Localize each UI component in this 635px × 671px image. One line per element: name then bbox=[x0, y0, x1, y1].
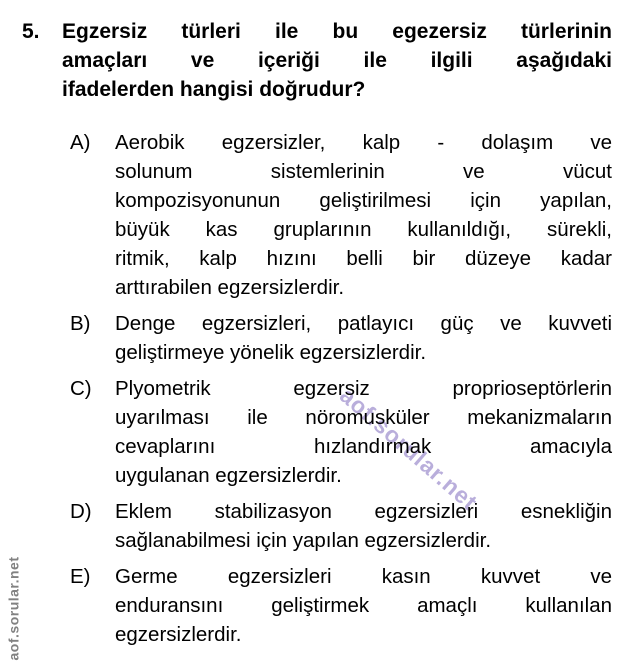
option-b-letter: B) bbox=[70, 312, 91, 335]
question-number: 5. bbox=[22, 20, 40, 43]
text-line: solunum sistemlerinin ve vücut bbox=[115, 160, 612, 183]
text-line: amaçları ve içeriği ile ilgili aşağıdaki bbox=[62, 49, 612, 72]
left-vertical-watermark: aof.sorular.net bbox=[5, 556, 22, 661]
text-line: Denge egzersizleri, patlayıcı güç ve kuvveti bbox=[115, 312, 612, 335]
text-line: Germe egzersizleri kasın kuvvet ve bbox=[115, 565, 612, 588]
text-line: kompozisyonunun geliştirilmesi için yapılan, bbox=[115, 189, 612, 212]
text-line: geliştirmeye yönelik egzersizlerdir. bbox=[115, 341, 427, 364]
text-line: Eklem stabilizasyon egzersizleri esnekliğin bbox=[115, 500, 612, 523]
text-line: uyarılması ile nöromusküler mekanizmaların bbox=[115, 406, 612, 429]
option-c-text bbox=[115, 374, 612, 490]
option-a-letter: A) bbox=[70, 131, 91, 154]
text-line: arttırabilen egzersizlerdir. bbox=[115, 276, 345, 299]
question-block bbox=[22, 17, 612, 649]
text-line: sağlanabilmesi için yapılan egzersizlerdir. bbox=[115, 529, 492, 552]
option-e bbox=[70, 562, 612, 649]
text-line: Plyometrik egzersiz proprioseptörlerin bbox=[115, 377, 612, 400]
text-line: enduransını geliştirmek amaçlı kullanılan bbox=[115, 594, 612, 617]
option-b bbox=[70, 309, 612, 367]
option-b-text bbox=[115, 309, 612, 367]
option-d-letter: D) bbox=[70, 500, 92, 523]
text-line: cevaplarını hızlandırmak amacıyla bbox=[115, 435, 612, 458]
option-e-text bbox=[115, 562, 612, 649]
option-a-text bbox=[115, 128, 612, 302]
question-text bbox=[62, 17, 612, 104]
text-line: Egzersiz türleri ile bu egezersiz türlerinin bbox=[62, 20, 612, 43]
text-line: ifadelerden hangisi doğrudur? bbox=[62, 78, 366, 101]
question bbox=[22, 17, 612, 104]
text-line: uygulanan egzersizlerdir. bbox=[115, 464, 342, 487]
text-line: büyük kas gruplarının kullanıldığı, sürekli, bbox=[115, 218, 612, 241]
text-line: ritmik, kalp hızını belli bir düzeye kadar bbox=[115, 247, 612, 270]
option-e-letter: E) bbox=[70, 565, 91, 588]
option-d bbox=[70, 497, 612, 555]
diagonal-watermark: aof.sorular.net bbox=[334, 382, 483, 516]
text-line: Aerobik egzersizler, kalp - dolaşım ve bbox=[115, 131, 612, 154]
option-a bbox=[70, 128, 612, 302]
text-line: egzersizlerdir. bbox=[115, 623, 242, 646]
option-d-text bbox=[115, 497, 612, 555]
option-c bbox=[70, 374, 612, 490]
option-c-letter: C) bbox=[70, 377, 92, 400]
